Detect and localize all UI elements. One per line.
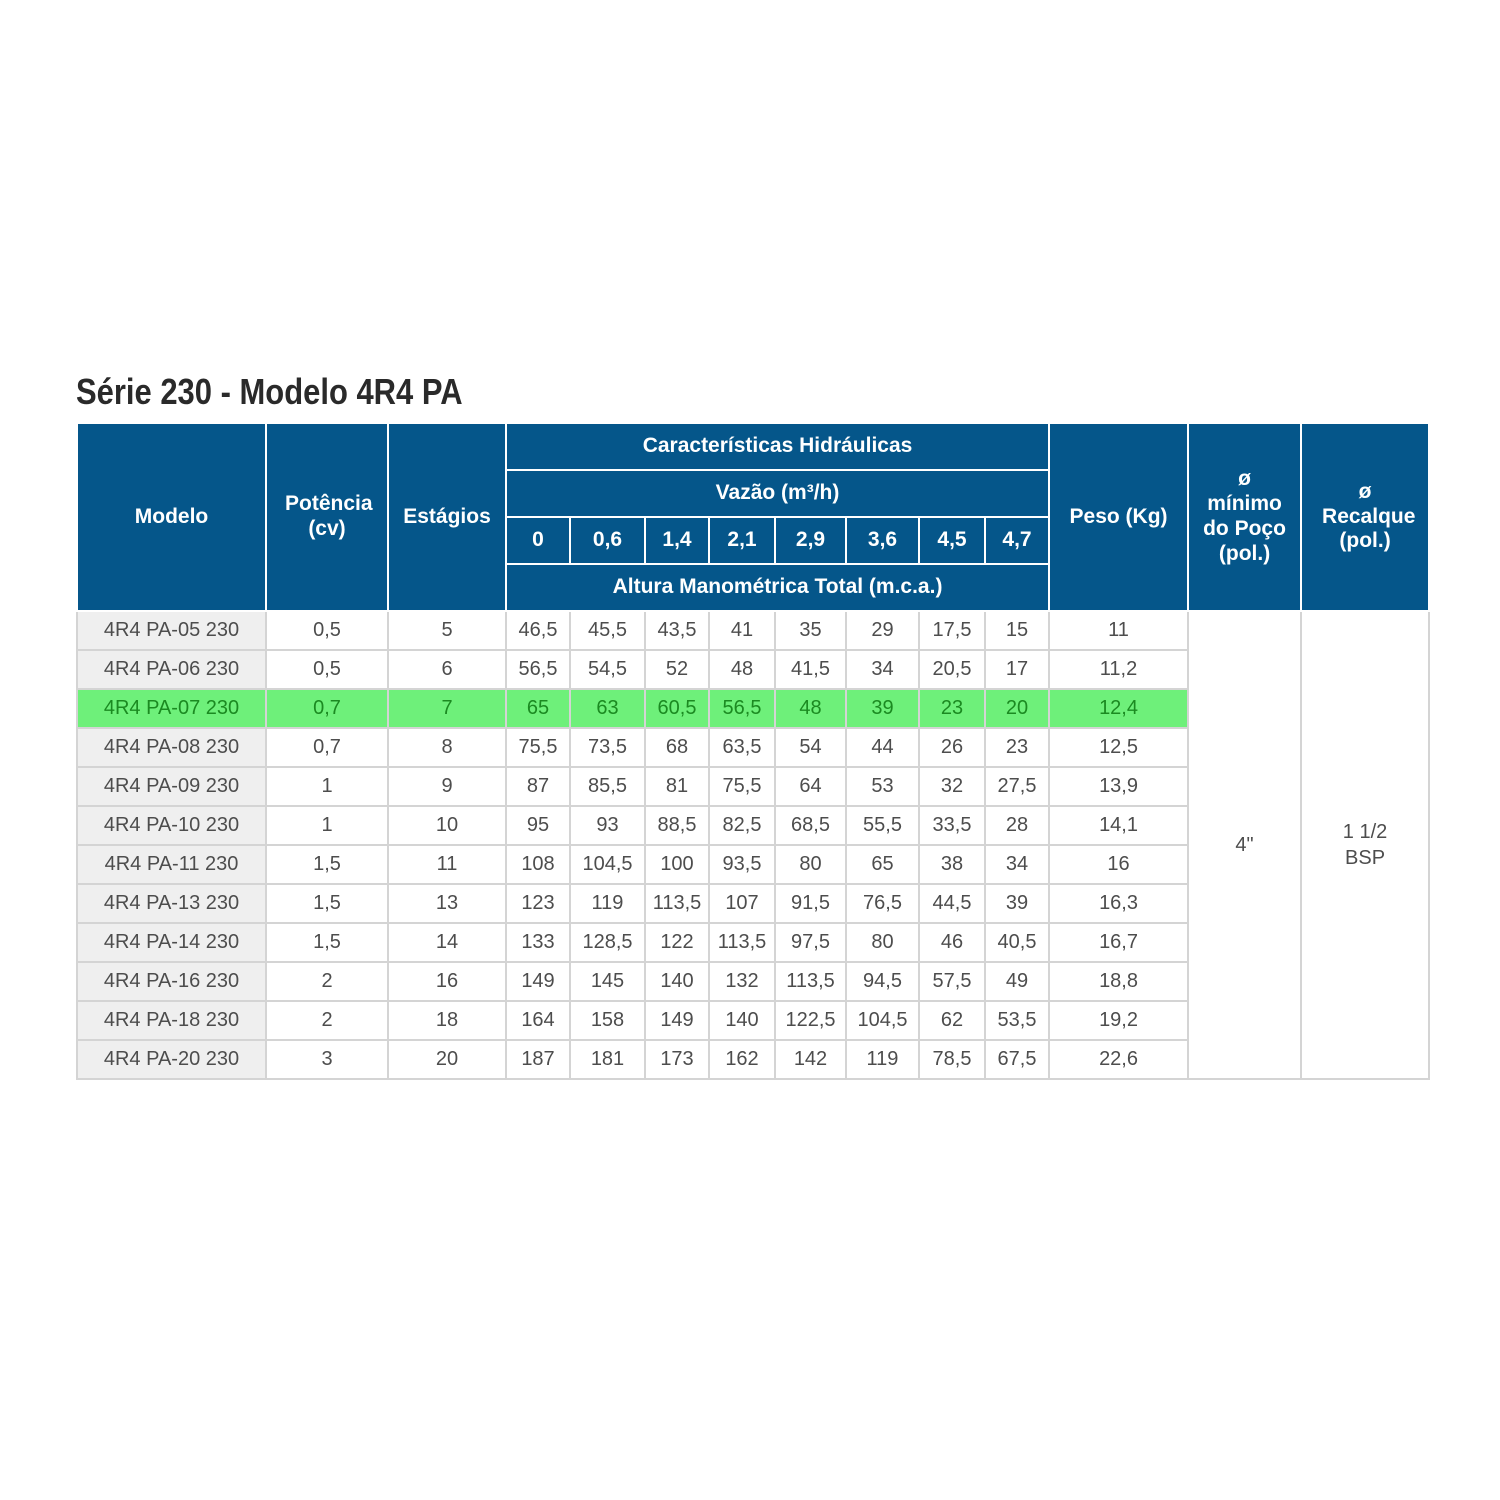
table-cell: 133 bbox=[506, 923, 570, 962]
table-cell: 162 bbox=[709, 1040, 775, 1079]
poco-value-cell: 4" bbox=[1188, 611, 1301, 1079]
table-cell: 87 bbox=[506, 767, 570, 806]
table-cell: 19,2 bbox=[1049, 1001, 1188, 1040]
table-cell: 14,1 bbox=[1049, 806, 1188, 845]
table-cell: 28 bbox=[985, 806, 1049, 845]
table-cell: 113,5 bbox=[775, 962, 846, 1001]
table-cell: 13 bbox=[388, 884, 506, 923]
table-cell: 1,5 bbox=[266, 884, 388, 923]
table-cell: 32 bbox=[919, 767, 985, 806]
table-cell: 44,5 bbox=[919, 884, 985, 923]
table-cell: 100 bbox=[645, 845, 709, 884]
table-cell: 63 bbox=[570, 689, 645, 728]
table-cell: 16 bbox=[1049, 845, 1188, 884]
table-cell: 164 bbox=[506, 1001, 570, 1040]
table-cell: 12,5 bbox=[1049, 728, 1188, 767]
table-cell: 57,5 bbox=[919, 962, 985, 1001]
table-cell: 81 bbox=[645, 767, 709, 806]
table-cell: 20 bbox=[985, 689, 1049, 728]
table-cell: 62 bbox=[919, 1001, 985, 1040]
table-cell: 39 bbox=[985, 884, 1049, 923]
table-cell: 18,8 bbox=[1049, 962, 1188, 1001]
flow-header-cell: 4,7 bbox=[985, 517, 1049, 564]
table-cell: 0,7 bbox=[266, 689, 388, 728]
table-cell: 75,5 bbox=[506, 728, 570, 767]
model-cell: 4R4 PA-10 230 bbox=[77, 806, 266, 845]
table-cell: 46 bbox=[919, 923, 985, 962]
table-cell: 41 bbox=[709, 611, 775, 650]
table-cell: 14 bbox=[388, 923, 506, 962]
table-cell: 18 bbox=[388, 1001, 506, 1040]
table-cell: 65 bbox=[506, 689, 570, 728]
table-cell: 128,5 bbox=[570, 923, 645, 962]
header-altura: Altura Manométrica Total (m.c.a.) bbox=[506, 564, 1049, 611]
table-cell: 113,5 bbox=[709, 923, 775, 962]
table-cell: 140 bbox=[709, 1001, 775, 1040]
table-cell: 38 bbox=[919, 845, 985, 884]
header-vazao: Vazão (m³/h) bbox=[506, 470, 1049, 517]
table-cell: 11 bbox=[388, 845, 506, 884]
table-cell: 142 bbox=[775, 1040, 846, 1079]
table-cell: 82,5 bbox=[709, 806, 775, 845]
table-cell: 0,5 bbox=[266, 611, 388, 650]
table-cell: 140 bbox=[645, 962, 709, 1001]
table-cell: 17 bbox=[985, 650, 1049, 689]
table-row bbox=[77, 611, 1429, 650]
table-cell: 3 bbox=[266, 1040, 388, 1079]
table-cell: 22,6 bbox=[1049, 1040, 1188, 1079]
table-cell: 29 bbox=[846, 611, 919, 650]
table-cell: 97,5 bbox=[775, 923, 846, 962]
table-cell: 104,5 bbox=[846, 1001, 919, 1040]
flow-header-cell: 4,5 bbox=[919, 517, 985, 564]
table-cell: 10 bbox=[388, 806, 506, 845]
table-cell: 53 bbox=[846, 767, 919, 806]
table-cell: 39 bbox=[846, 689, 919, 728]
header-modelo: Modelo bbox=[77, 423, 266, 611]
table-cell: 54 bbox=[775, 728, 846, 767]
header-peso: Peso (Kg) bbox=[1049, 423, 1188, 611]
model-cell: 4R4 PA-14 230 bbox=[77, 923, 266, 962]
table-cell: 64 bbox=[775, 767, 846, 806]
table-cell: 67,5 bbox=[985, 1040, 1049, 1079]
table-cell: 145 bbox=[570, 962, 645, 1001]
table-cell: 35 bbox=[775, 611, 846, 650]
table-cell: 0,7 bbox=[266, 728, 388, 767]
flow-header-cell: 3,6 bbox=[846, 517, 919, 564]
flow-header-cell: 0,6 bbox=[570, 517, 645, 564]
table-cell: 113,5 bbox=[645, 884, 709, 923]
table-cell: 187 bbox=[506, 1040, 570, 1079]
table-cell: 158 bbox=[570, 1001, 645, 1040]
model-cell: 4R4 PA-18 230 bbox=[77, 1001, 266, 1040]
recalque-value-cell: 1 1/2 BSP bbox=[1301, 611, 1429, 1079]
table-cell: 41,5 bbox=[775, 650, 846, 689]
table-cell: 1 bbox=[266, 806, 388, 845]
model-cell: 4R4 PA-08 230 bbox=[77, 728, 266, 767]
table-cell: 108 bbox=[506, 845, 570, 884]
table-cell: 53,5 bbox=[985, 1001, 1049, 1040]
table-cell: 122,5 bbox=[775, 1001, 846, 1040]
table-cell: 119 bbox=[846, 1040, 919, 1079]
table-cell: 34 bbox=[846, 650, 919, 689]
table-cell: 16,7 bbox=[1049, 923, 1188, 962]
table-cell: 73,5 bbox=[570, 728, 645, 767]
table-cell: 149 bbox=[506, 962, 570, 1001]
model-cell: 4R4 PA-20 230 bbox=[77, 1040, 266, 1079]
model-cell: 4R4 PA-16 230 bbox=[77, 962, 266, 1001]
table-cell: 149 bbox=[645, 1001, 709, 1040]
table-cell: 16 bbox=[388, 962, 506, 1001]
table-cell: 54,5 bbox=[570, 650, 645, 689]
table-cell: 23 bbox=[985, 728, 1049, 767]
table-cell: 16,3 bbox=[1049, 884, 1188, 923]
table-cell: 26 bbox=[919, 728, 985, 767]
table-cell: 5 bbox=[388, 611, 506, 650]
flow-header-cell: 1,4 bbox=[645, 517, 709, 564]
table-header bbox=[77, 423, 1429, 611]
table-cell: 17,5 bbox=[919, 611, 985, 650]
table-cell: 122 bbox=[645, 923, 709, 962]
spec-table bbox=[76, 422, 1430, 1080]
table-cell: 80 bbox=[846, 923, 919, 962]
table-cell: 6 bbox=[388, 650, 506, 689]
table-cell: 46,5 bbox=[506, 611, 570, 650]
table-cell: 93 bbox=[570, 806, 645, 845]
table-cell: 27,5 bbox=[985, 767, 1049, 806]
table-cell: 94,5 bbox=[846, 962, 919, 1001]
model-cell: 4R4 PA-09 230 bbox=[77, 767, 266, 806]
table-cell: 7 bbox=[388, 689, 506, 728]
table-cell: 181 bbox=[570, 1040, 645, 1079]
table-cell: 11 bbox=[1049, 611, 1188, 650]
table-cell: 33,5 bbox=[919, 806, 985, 845]
table-cell: 48 bbox=[775, 689, 846, 728]
table-body bbox=[77, 611, 1429, 1079]
table-cell: 0,5 bbox=[266, 650, 388, 689]
model-cell: 4R4 PA-06 230 bbox=[77, 650, 266, 689]
table-cell: 104,5 bbox=[570, 845, 645, 884]
table-cell: 12,4 bbox=[1049, 689, 1188, 728]
header-caracteristicas: Características Hidráulicas bbox=[506, 423, 1049, 470]
table-cell: 49 bbox=[985, 962, 1049, 1001]
table-cell: 75,5 bbox=[709, 767, 775, 806]
flow-header-cell: 2,9 bbox=[775, 517, 846, 564]
table-cell: 85,5 bbox=[570, 767, 645, 806]
flow-header-cell: 0 bbox=[506, 517, 570, 564]
table-cell: 8 bbox=[388, 728, 506, 767]
table-cell: 20 bbox=[388, 1040, 506, 1079]
table-cell: 107 bbox=[709, 884, 775, 923]
table-cell: 173 bbox=[645, 1040, 709, 1079]
table-cell: 13,9 bbox=[1049, 767, 1188, 806]
table-cell: 132 bbox=[709, 962, 775, 1001]
table-cell: 1,5 bbox=[266, 923, 388, 962]
table-cell: 11,2 bbox=[1049, 650, 1188, 689]
model-cell: 4R4 PA-11 230 bbox=[77, 845, 266, 884]
table-cell: 34 bbox=[985, 845, 1049, 884]
table-cell: 15 bbox=[985, 611, 1049, 650]
table-cell: 2 bbox=[266, 1001, 388, 1040]
table-cell: 93,5 bbox=[709, 845, 775, 884]
header-estagios: Estágios bbox=[388, 423, 506, 611]
table-cell: 91,5 bbox=[775, 884, 846, 923]
table-cell: 44 bbox=[846, 728, 919, 767]
table-cell: 1,5 bbox=[266, 845, 388, 884]
table-cell: 56,5 bbox=[506, 650, 570, 689]
table-cell: 40,5 bbox=[985, 923, 1049, 962]
table-cell: 20,5 bbox=[919, 650, 985, 689]
table-cell: 68,5 bbox=[775, 806, 846, 845]
table-cell: 119 bbox=[570, 884, 645, 923]
table-cell: 45,5 bbox=[570, 611, 645, 650]
table-cell: 23 bbox=[919, 689, 985, 728]
table-cell: 68 bbox=[645, 728, 709, 767]
table-cell: 48 bbox=[709, 650, 775, 689]
table-cell: 123 bbox=[506, 884, 570, 923]
model-cell: 4R4 PA-07 230 bbox=[77, 689, 266, 728]
table-cell: 80 bbox=[775, 845, 846, 884]
table-cell: 88,5 bbox=[645, 806, 709, 845]
table-cell: 2 bbox=[266, 962, 388, 1001]
table-cell: 78,5 bbox=[919, 1040, 985, 1079]
table-cell: 63,5 bbox=[709, 728, 775, 767]
table-cell: 65 bbox=[846, 845, 919, 884]
header-poco: ø mínimo do Poço (pol.) bbox=[1188, 423, 1301, 611]
table-cell: 43,5 bbox=[645, 611, 709, 650]
table-cell: 95 bbox=[506, 806, 570, 845]
table-cell: 60,5 bbox=[645, 689, 709, 728]
model-cell: 4R4 PA-05 230 bbox=[77, 611, 266, 650]
table-cell: 55,5 bbox=[846, 806, 919, 845]
table-cell: 52 bbox=[645, 650, 709, 689]
flow-header-cell: 2,1 bbox=[709, 517, 775, 564]
table-cell: 9 bbox=[388, 767, 506, 806]
table-cell: 56,5 bbox=[709, 689, 775, 728]
header-recalque: ø Recalque (pol.) bbox=[1301, 423, 1429, 611]
model-cell: 4R4 PA-13 230 bbox=[77, 884, 266, 923]
table-cell: 76,5 bbox=[846, 884, 919, 923]
page-title: Série 230 - Modelo 4R4 PA bbox=[76, 371, 463, 412]
header-potencia: Potência (cv) bbox=[266, 423, 388, 611]
table-cell: 1 bbox=[266, 767, 388, 806]
